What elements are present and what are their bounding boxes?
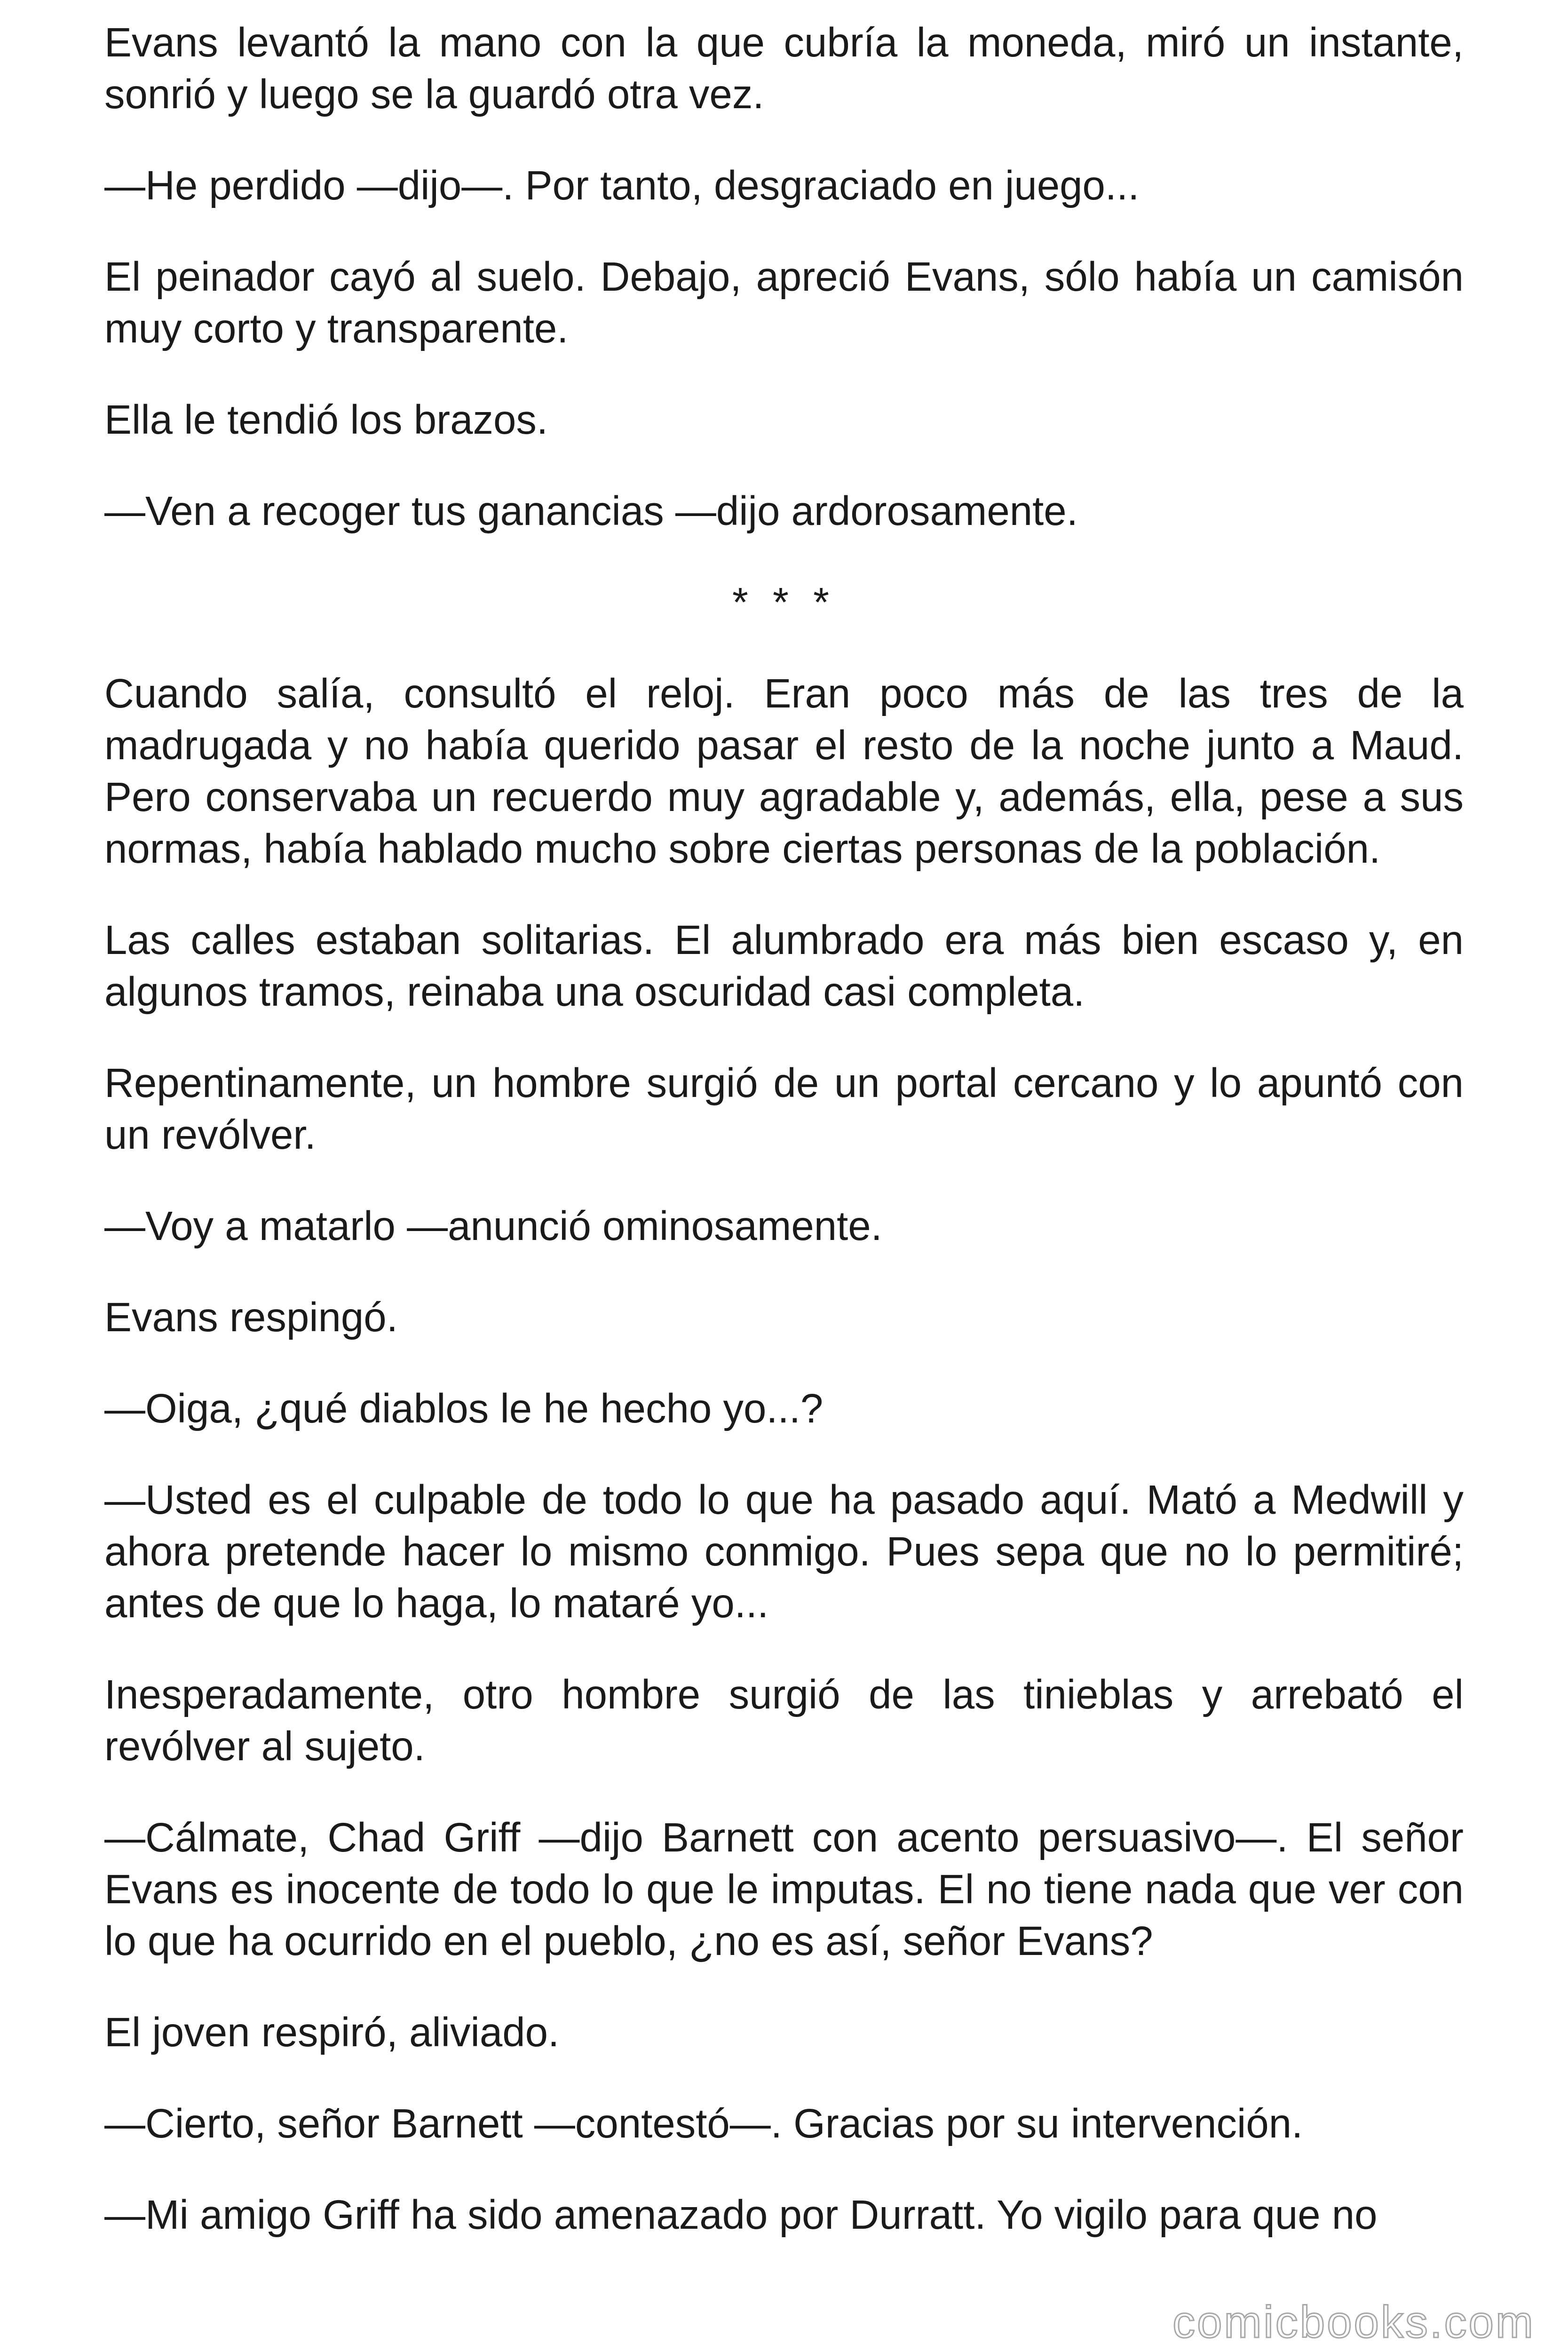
paragraph: Cuando salía, consultó el reloj. Eran poco más de las tres de la madrugada y no había querido pasar el resto de la noche junto a Maud. Pero conservaba un recuerdo muy agradable y, además, ella, pese a sus normas, había hablado mucho sobre ciertas personas de la población. (104, 671, 1464, 872)
section-separator: * * * (732, 580, 836, 625)
paragraph: Repentinamente, un hombre surgió de un portal cercano y lo apuntó con un revólver. (104, 1060, 1464, 1158)
paragraph: —Voy a matarlo —anunció ominosamente. (104, 1203, 882, 1249)
paragraph: —Cierto, señor Barnett —contestó—. Gracias por su intervención. (104, 2101, 1303, 2146)
paragraph: El joven respiró, aliviado. (104, 2010, 560, 2055)
paragraph: Inesperadamente, otro hombre surgió de las tinieblas y arrebató el revólver al sujeto. (104, 1672, 1464, 1769)
paragraph: El peinador cayó al suelo. Debajo, apreció Evans, sólo había un camisón muy corto y transparente. (104, 254, 1464, 351)
paragraph: Las calles estaban solitarias. El alumbrado era más bien escaso y, en algunos tramos, reinaba una oscuridad casi completa. (104, 917, 1464, 1015)
paragraph: —Mi amigo Griff ha sido amenazado por Durratt. Yo vigilo para que no (104, 2192, 1378, 2238)
paragraph: Ella le tendió los brazos. (104, 397, 548, 443)
paragraph: Evans levantó la mano con la que cubría la moneda, miró un instante, sonrió y luego se la guardó otra vez. (104, 20, 1464, 117)
paragraph: —Oiga, ¿qué diablos le he hecho yo...? (104, 1386, 824, 1431)
watermark: comicbooks.com (1172, 2297, 1535, 2347)
book-page (104, 17, 1464, 2280)
paragraph: —Ven a recoger tus ganancias —dijo ardorosamente. (104, 488, 1078, 534)
paragraph: —He perdido —dijo—. Por tanto, desgraciado en juego... (104, 163, 1140, 208)
paragraph: —Usted es el culpable de todo lo que ha pasado aquí. Mató a Medwill y ahora pretende hacer lo mismo conmigo. Pues sepa que no lo permitiré; antes de que lo haga, lo mataré yo... (104, 1477, 1464, 1626)
paragraph: —Cálmate, Chad Griff —dijo Barnett con acento persuasivo—. El señor Evans es inocente de todo lo que le imputas. El no tiene nada que ver con lo que ha ocurrido en el pueblo, ¿no es así, señor Evans? (104, 1815, 1464, 1964)
paragraph: Evans respingó. (104, 1295, 398, 1340)
